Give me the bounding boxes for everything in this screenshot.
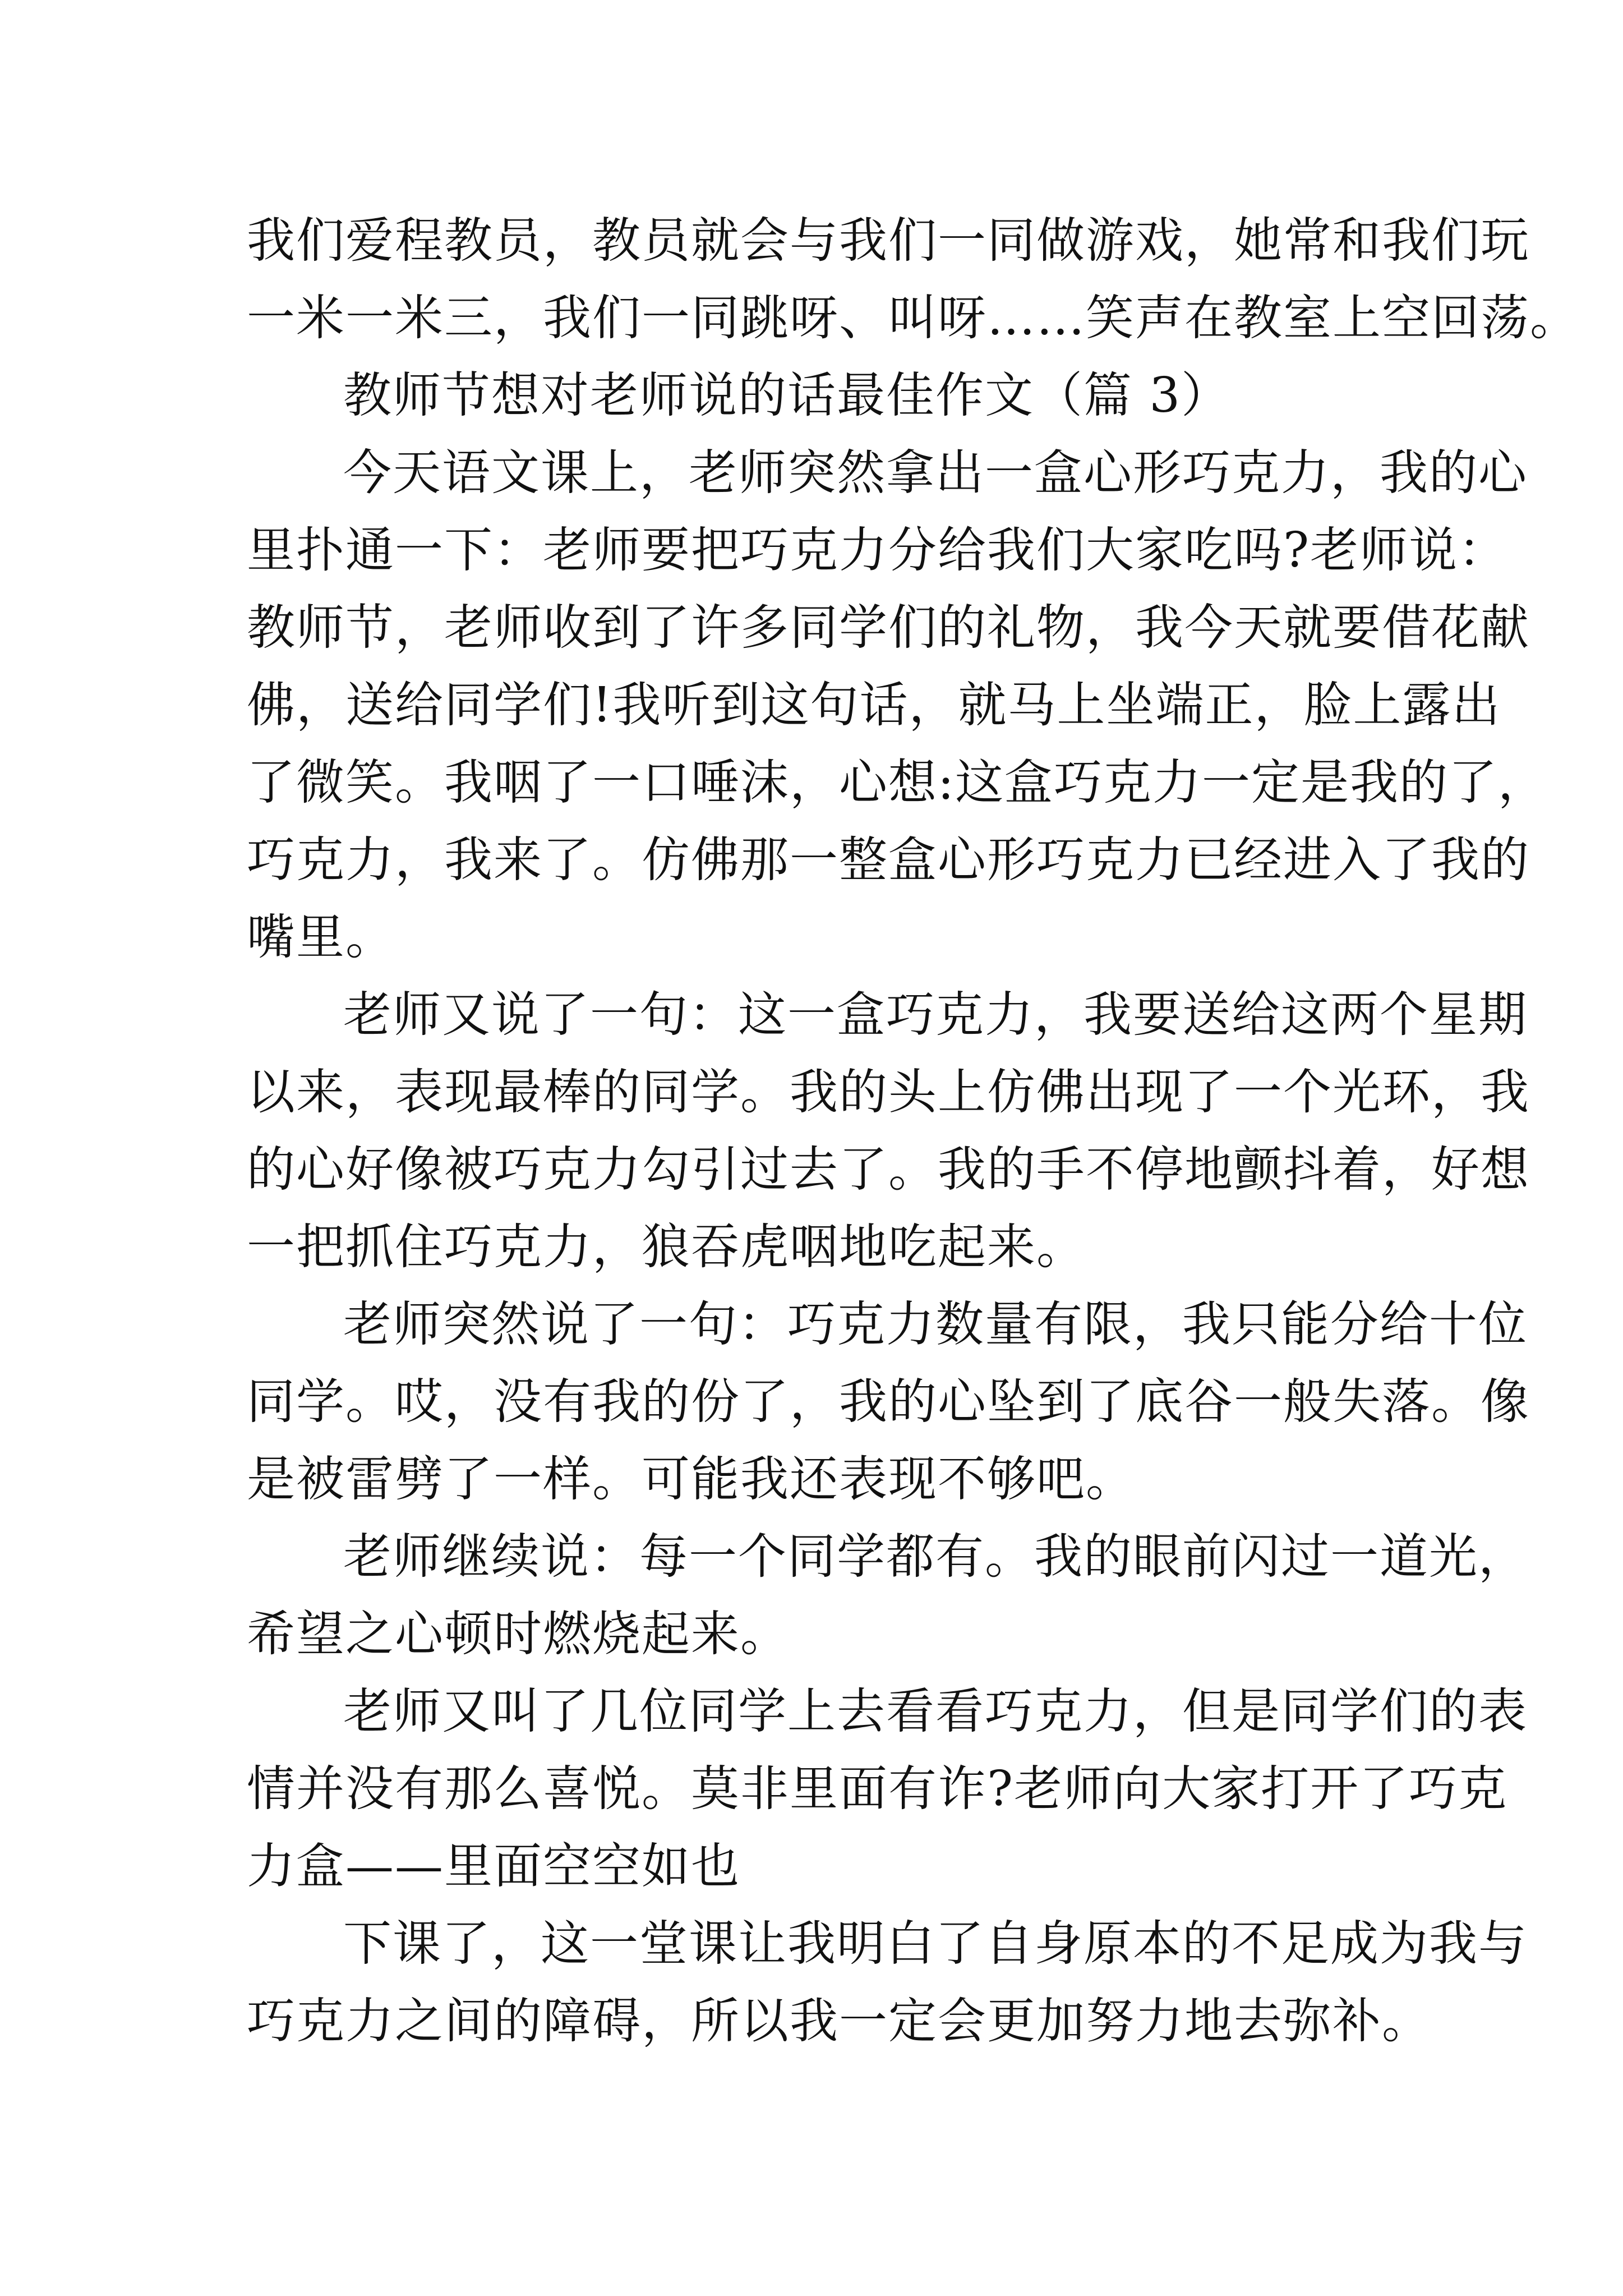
text-line: 希望之心顿时燃烧起来。 xyxy=(247,1606,790,1662)
text-line: 以来，表现最棒的同学。我的头上仿佛出现了一个光环，我 xyxy=(247,1064,1530,1120)
text-line: 巧克力之间的障碍，所以我一定会更加努力地去弥补。 xyxy=(247,1993,1431,2049)
text-line: 同学。哎，没有我的份了，我的心坠到了底谷一般失落。像 xyxy=(247,1374,1530,1430)
text-line: 今天语文课上，老师突然拿出一盒心形巧克力，我的心 xyxy=(343,445,1528,501)
text-line: 嘴里。 xyxy=(247,909,395,965)
text-line: 了微笑。我咽了一口唾沫，心想:这盒巧克力一定是我的了， xyxy=(247,754,1547,811)
text-line: 里扑通一下：老师要把巧克力分给我们大家吃吗?老师说： xyxy=(247,522,1508,578)
text-line: 我们爱程教员，教员就会与我们一同做游戏，她常和我们玩 xyxy=(247,213,1530,269)
text-line: 老师突然说了一句：巧克力数量有限，我只能分给十位 xyxy=(343,1296,1528,1352)
text-line: 一米一米三，我们一同跳呀、叫呀……笑声在教室上空回荡。 xyxy=(247,290,1579,346)
text-line: 老师又叫了几位同学上去看看巧克力，但是同学们的表 xyxy=(343,1683,1528,1740)
text-line: 巧克力，我来了。仿佛那一整盒心形巧克力已经进入了我的 xyxy=(247,832,1530,888)
text-line: 一把抓住巧克力，狼吞虎咽地吃起来。 xyxy=(247,1219,1086,1275)
text-line: 情并没有那么喜悦。莫非里面有诈?老师向大家打开了巧克 xyxy=(247,1761,1508,1817)
text-line: 老师又说了一句：这一盒巧克力，我要送给这两个星期 xyxy=(343,987,1528,1043)
text-line: 佛，送给同学们!我听到这句话，就马上坐端正，脸上露出 xyxy=(247,677,1501,733)
text-line: 下课了，这一堂课让我明白了自身原本的不足成为我与 xyxy=(343,1916,1528,1972)
text-line: 是被雷劈了一样。可能我还表现不够吧。 xyxy=(247,1451,1135,1507)
essay-heading: 教师节想对老师说的话最佳作文（篇 3） xyxy=(343,367,1231,424)
essay-body xyxy=(247,202,1579,2060)
text-line: 的心好像被巧克力勾引过去了。我的手不停地颤抖着，好想 xyxy=(247,1142,1530,1198)
text-line: 老师继续说：每一个同学都有。我的眼前闪过一道光， xyxy=(343,1529,1528,1585)
text-line: 教师节，老师收到了许多同学们的礼物，我今天就要借花献 xyxy=(247,600,1530,656)
text-line: 力盒——里面空空如也 xyxy=(247,1838,740,1894)
